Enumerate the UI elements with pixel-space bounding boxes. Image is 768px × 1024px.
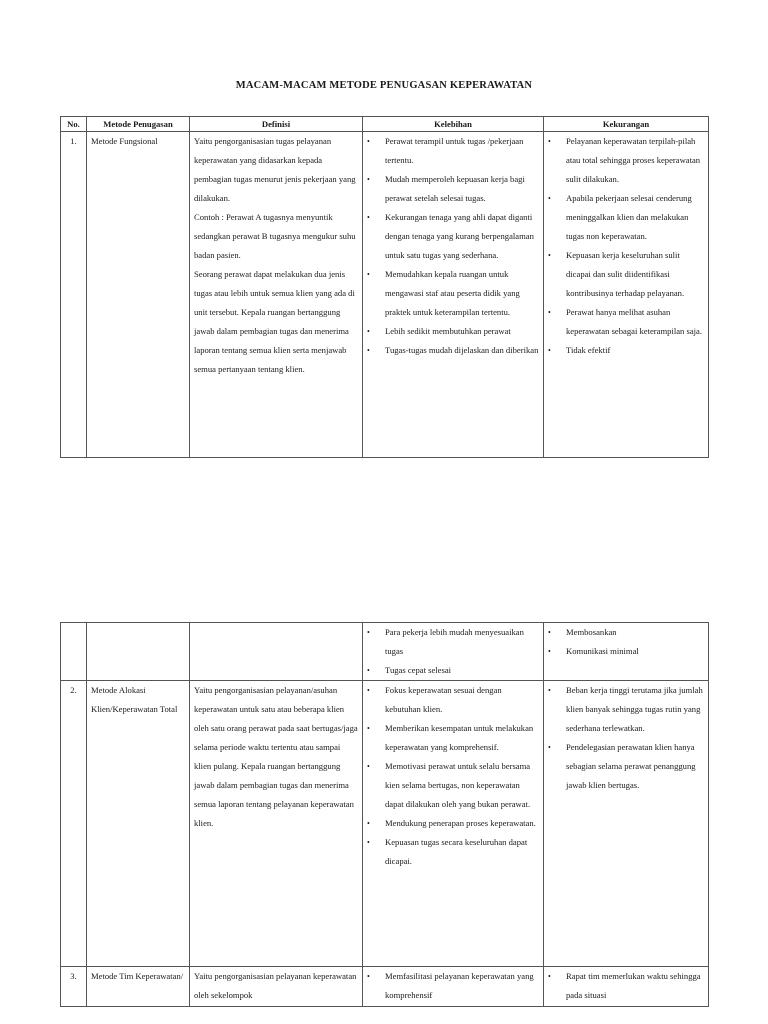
header-definisi: Definisi xyxy=(190,117,363,132)
advantages-cell xyxy=(363,967,544,1007)
bullet-icon: • xyxy=(367,762,370,771)
header-metode: Metode Penugasan xyxy=(87,117,190,132)
definition-paragraph: Yaitu pengorganisasian pelayanan/asuhan keperawatan untuk satu atau beberapa klien oleh satu orang perawat pada saat bertugas/jaga selama periode waktu tertentu atau sampai klien pulang. Kepala ruangan bertanggung jawab dalam pembagian tugas dan menerima semua laporan tentang pelayanan keperawatan klien. xyxy=(194,685,358,828)
bullet-icon: • xyxy=(548,686,551,695)
definition-cell xyxy=(190,681,363,967)
bullet-icon: • xyxy=(548,251,551,260)
bullet-icon: • xyxy=(367,346,370,355)
list-item: • Memberikan kesempatan untuk melakukan keperawatan yang komprehensif. xyxy=(367,719,539,757)
bullet-icon: • xyxy=(548,628,551,637)
definition-paragraph: Yaitu pengorganisasian tugas pelayanan keperawatan yang didasarkan kepada pembagian tugas menurut jenis pekerjaan yang dilakukan. xyxy=(194,136,356,203)
disadvantages-cell xyxy=(544,623,709,681)
bullet-icon: • xyxy=(367,628,370,637)
list-item: • Tidak efektif xyxy=(548,341,704,360)
bullet-icon: • xyxy=(367,686,370,695)
list-item: • Beban kerja tinggi terutama jika jumlah klien banyak sehingga tugas rutin yang sederhana terlewatkan. xyxy=(548,681,704,738)
list-item: • Memudahkan kepala ruangan untuk mengawasi staf atau peserta didik yang praktek untuk keterampilan tertentu. xyxy=(367,265,539,322)
bullet-icon: • xyxy=(548,194,551,203)
list-item: • Pendelegasian perawatan klien hanya sebagian selama perawat penanggung jawab klien bertugas. xyxy=(548,738,704,795)
row-number: 3. xyxy=(61,967,87,1007)
bullet-icon: • xyxy=(367,175,370,184)
list-item: • Mendukung penerapan proses keperawatan. xyxy=(367,814,539,833)
list-item: • Perawat terampil untuk tugas /pekerjaan tertentu. xyxy=(367,132,539,170)
list-item: • Pelayanan keperawatan terpilah-pilah atau total sehingga proses keperawatan sulit dilakukan. xyxy=(548,132,704,189)
row-number: 1. xyxy=(61,132,87,458)
table-row xyxy=(61,967,709,1007)
list-item: • Lebih sedikit membutuhkan perawat xyxy=(367,322,539,341)
definition-paragraph: Yaitu pengorganisasian pelayanan keperawatan oleh sekelompok xyxy=(194,971,357,1000)
methods-table xyxy=(60,116,709,458)
list-item: • Membosankan xyxy=(548,623,704,642)
header-no: No. xyxy=(61,117,87,132)
bullet-icon: • xyxy=(367,666,370,675)
row-number: 2. xyxy=(61,681,87,967)
definition-cell xyxy=(190,132,363,458)
page-title: MACAM-MACAM METODE PENUGASAN KEPERAWATAN xyxy=(235,80,533,91)
bullet-icon: • xyxy=(548,647,551,656)
method-name: Metode Tim Keperawatan/ xyxy=(87,967,190,1007)
bullet-icon: • xyxy=(367,819,370,828)
list-item: • Memotivasi perawat untuk selalu bersama kien selama bertugas, non keperawatan dapat dilakukan oleh yang bukan perawat. xyxy=(367,757,539,814)
bullet-icon: • xyxy=(367,724,370,733)
list-item: • Komunikasi minimal xyxy=(548,642,704,661)
list-item: • Kepuasan tugas secara keseluruhan dapat dicapai. xyxy=(367,833,539,871)
list-item: • Perawat hanya melihat asuhan keperawatan sebagai keterampilan saja. xyxy=(548,303,704,341)
header-kelebihan: Kelebihan xyxy=(363,117,544,132)
table-row xyxy=(61,623,709,681)
list-item: • Mudah memperoleh kepuasan kerja bagi perawat setelah selesai tugas. xyxy=(367,170,539,208)
disadvantages-cell xyxy=(544,967,709,1007)
list-item: • Para pekerja lebih mudah menyesuaikan tugas xyxy=(367,623,539,661)
disadvantages-cell xyxy=(544,132,709,458)
methods-table-continued xyxy=(60,622,709,1007)
disadvantages-cell xyxy=(544,681,709,967)
list-item: • Apabila pekerjaan selesai cenderung meninggalkan klien dan melakukan tugas non keperawatan. xyxy=(548,189,704,246)
table-row xyxy=(61,132,709,458)
advantages-cell xyxy=(363,681,544,967)
bullet-icon: • xyxy=(367,213,370,222)
bullet-icon: • xyxy=(367,838,370,847)
bullet-icon: • xyxy=(548,308,551,317)
table-row xyxy=(61,681,709,967)
bullet-icon: • xyxy=(367,327,370,336)
bullet-icon: • xyxy=(548,346,551,355)
header-kekurangan: Kekurangan xyxy=(544,117,709,132)
bullet-icon: • xyxy=(367,972,370,981)
bullet-icon: • xyxy=(548,137,551,146)
list-item: • Tugas cepat selesai xyxy=(367,661,539,680)
list-item: • Fokus keperawatan sesuai dengan kebutuhan klien. xyxy=(367,681,539,719)
list-item: • Tugas-tugas mudah dijelaskan dan diberikan xyxy=(367,341,539,360)
bullet-icon: • xyxy=(367,270,370,279)
method-name: Metode Fungsional xyxy=(87,132,190,458)
bullet-icon: • xyxy=(548,972,551,981)
definition-cell xyxy=(190,967,363,1007)
table-header-row xyxy=(61,117,709,132)
list-item: • Kepuasan kerja keseluruhan sulit dicapai dan sulit diidentifikasi kontribusinya terhadap pelayanan. xyxy=(548,246,704,303)
definition-paragraph: Seorang perawat dapat melakukan dua jenis tugas atau lebih untuk semua klien yang ada di unit tersebut. Kepala ruangan bertanggung jawab dalam pembagian tugas dan menerima laporan tentang semua klien serta menjawab semua pertanyaan tentang klien. xyxy=(194,269,355,374)
advantages-cell xyxy=(363,623,544,681)
bullet-icon: • xyxy=(367,137,370,146)
list-item: • Kekurangan tenaga yang ahli dapat diganti dengan tenaga yang kurang berpengalaman untuk satu tugas yang sederhana. xyxy=(367,208,539,265)
method-name: Metode Alokasi Klien/Keperawatan Total xyxy=(87,681,190,967)
advantages-cell xyxy=(363,132,544,458)
bullet-icon: • xyxy=(548,743,551,752)
list-item: • Rapat tim memerlukan waktu sehingga pada situasi xyxy=(548,967,704,1005)
definition-paragraph: Contoh : Perawat A tugasnya menyuntik sedangkan perawat B tugasnya mengukur suhu badan pasien. xyxy=(194,212,356,260)
list-item: • Memfasilitasi pelayanan keperawatan yang komprehensif xyxy=(367,967,539,1005)
